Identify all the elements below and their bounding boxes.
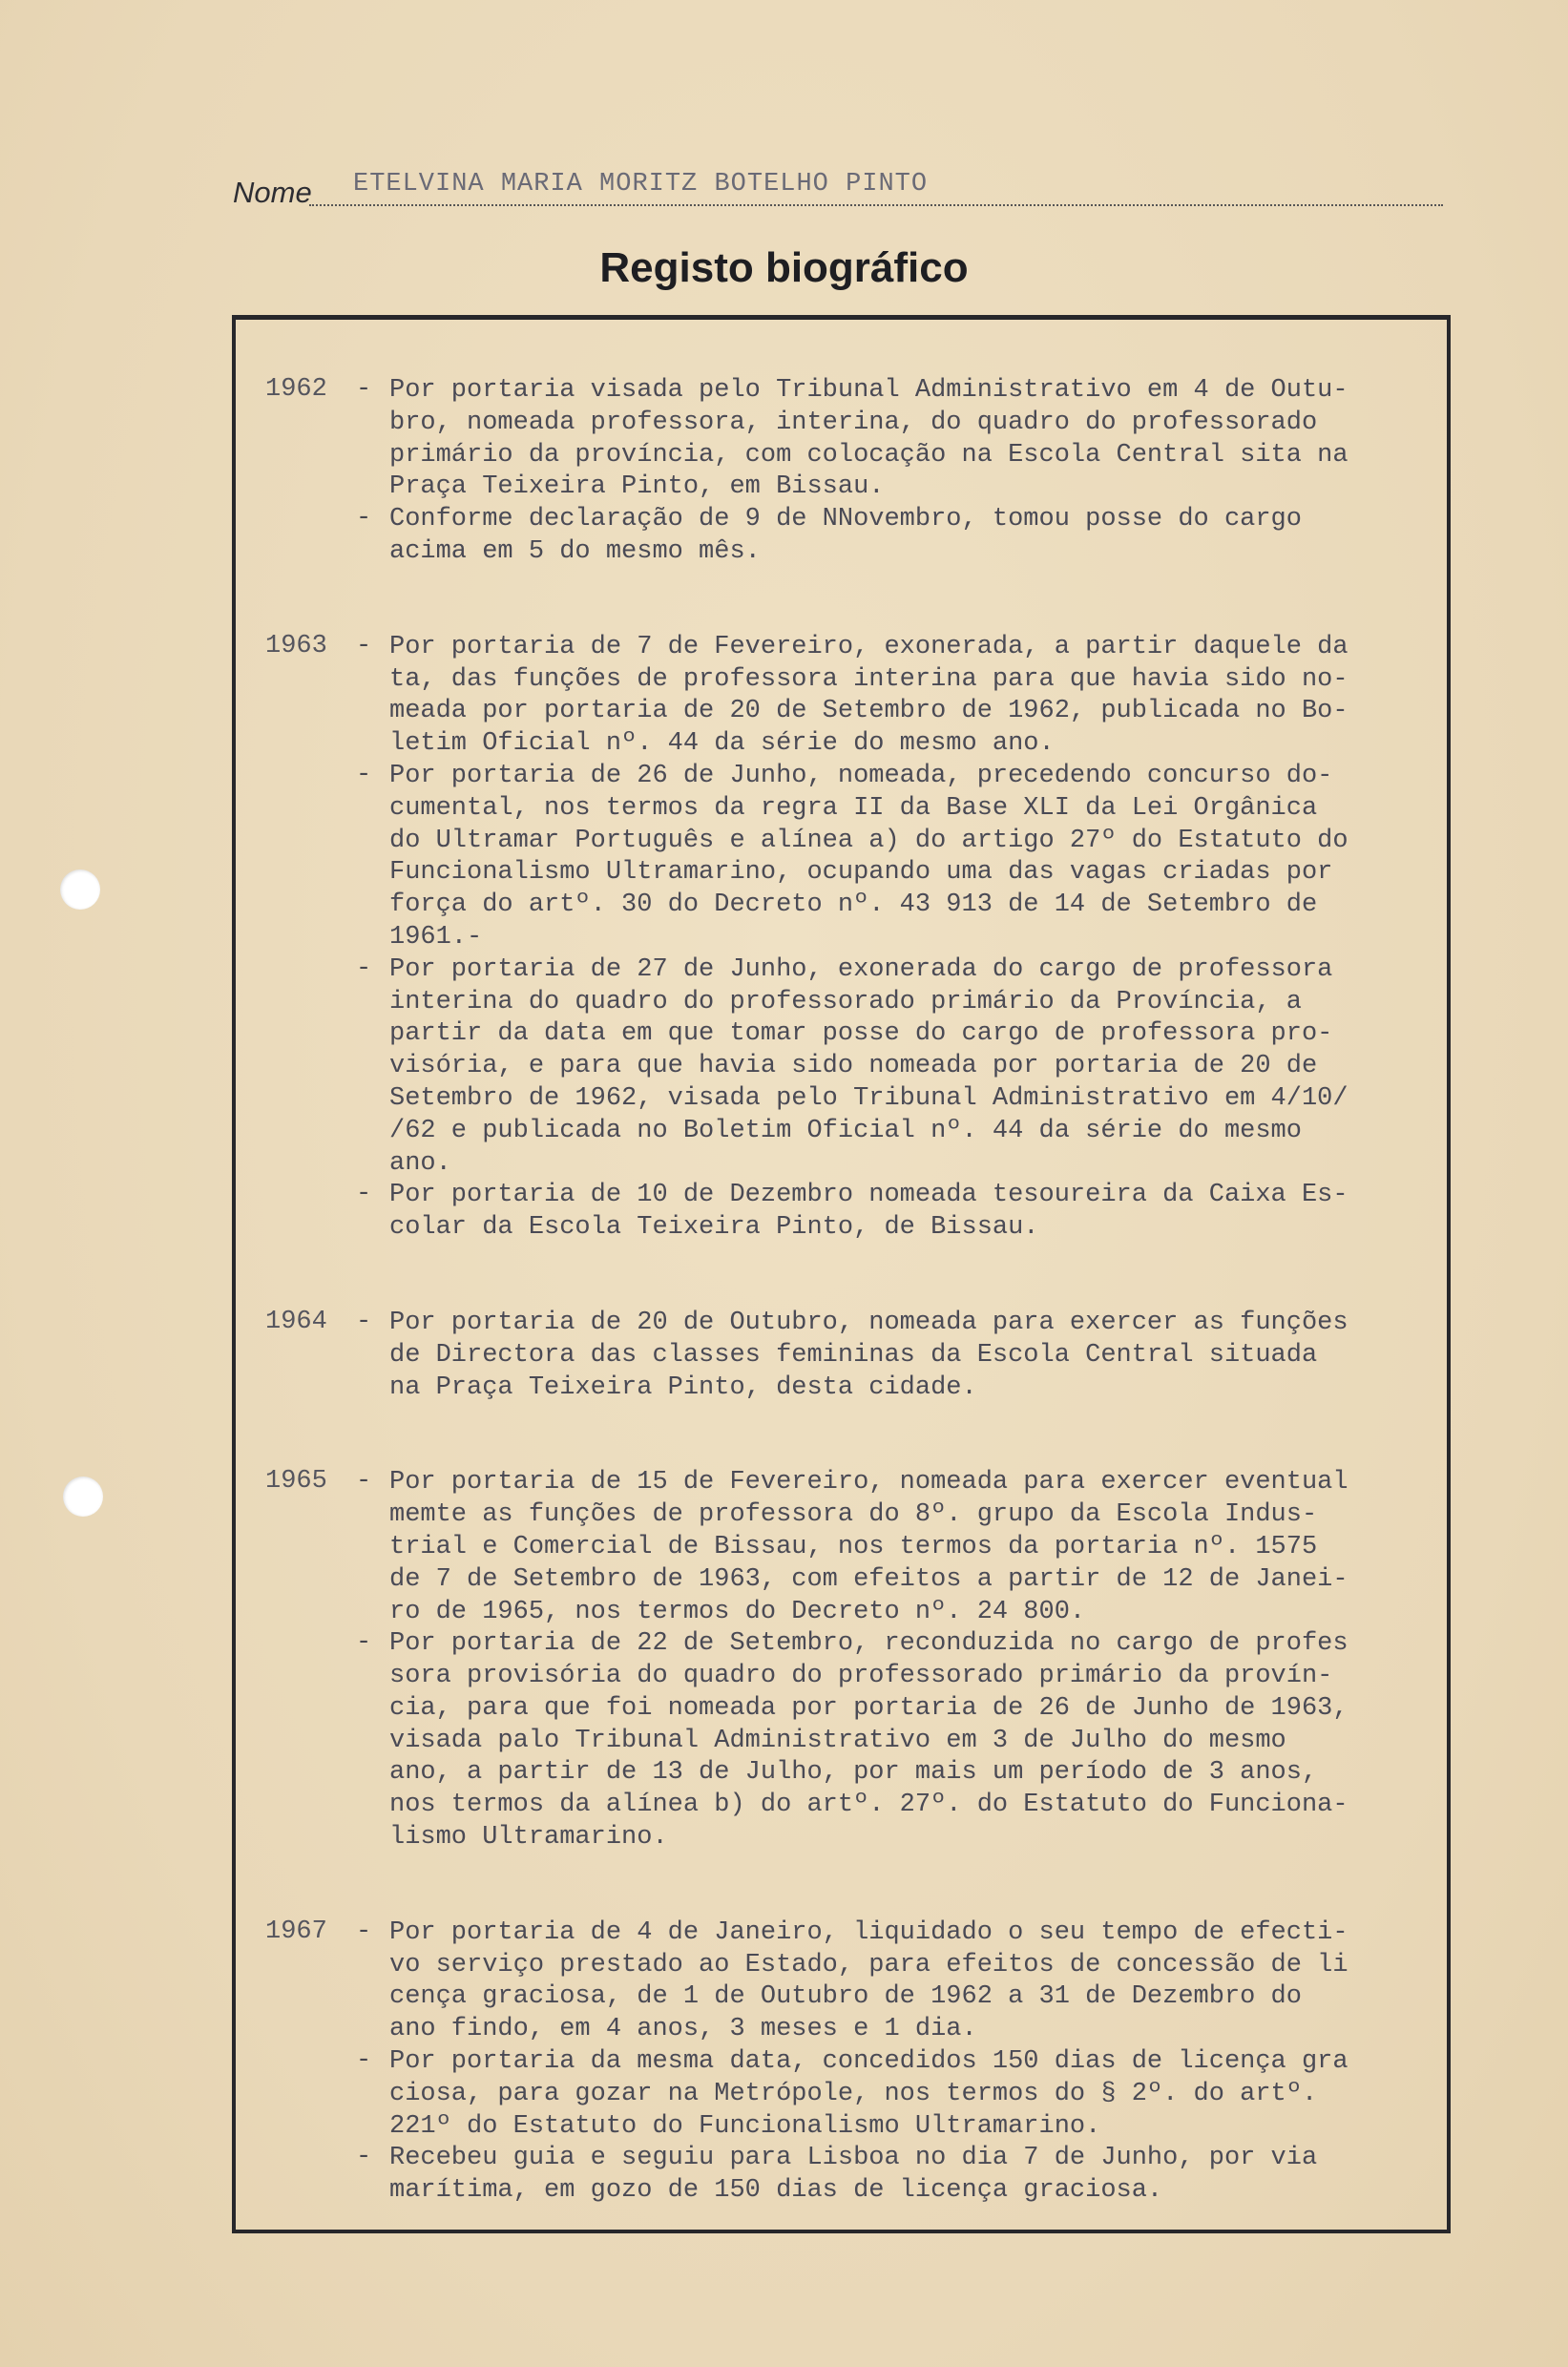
name-dotted-line <box>309 204 1443 206</box>
entry-year: 1963 <box>265 631 327 660</box>
item-text: Por portaria de 27 de Junho, exonerada do cargo de professora interina do quadro do professorado primário da Província, a partir da data em que tomar posse do cargo de professora pro- visória, e para que havia sido nomeada por portaria de 20 de Setembro de 1962, visada pelo Tribunal Administrativo em 4/10/ /62 e publicada no Boletim Oficial nº. 44 da série do mesmo ano. <box>389 954 1348 1178</box>
item-dash: - <box>356 631 372 660</box>
punch-hole-bottom <box>63 1477 103 1517</box>
item-dash: - <box>356 2046 372 2076</box>
item-text: Por portaria de 20 de Outubro, nomeada para exercer as funções de Directora das classes femininas da Escola Central situada na Praça Teixeira Pinto, desta cidade. <box>389 1308 1348 1402</box>
item-text: Por portaria da mesma data, concedidos 150 dias de licença gra ciosa, para gozar na Metrópole, nos termos do § 2º. do artº. 221º do Estatuto do Funcionalismo Ultramarino. <box>389 2047 1348 2141</box>
item-dash: - <box>356 1628 372 1658</box>
entry-item <box>265 375 1449 504</box>
item-text: Por portaria de 26 de Junho, nomeada, precedendo concurso do- cumental, nos termos da regra II da Base XLI da Lei Orgânica do Ultramar Português e alínea a) do artigo 27º do Estatuto do Funcionalismo Ultramarino, ocupando uma das vagas criadas por força do artº. 30 do Decreto nº. 43 913 de 14 de Setembro de 1961.- <box>389 761 1348 952</box>
record-entry <box>265 375 1449 569</box>
item-dash: - <box>356 1917 372 1946</box>
item-dash: - <box>356 2143 372 2172</box>
item-text: Conforme declaração de 9 de NNovembro, tomou posse do cargo acima em 5 do mesmo mês. <box>389 505 1302 566</box>
entry-item <box>265 2143 1449 2208</box>
entry-item <box>265 1467 1449 1628</box>
item-dash: - <box>356 504 372 534</box>
item-dash: - <box>356 1467 372 1497</box>
entry-item <box>265 1308 1449 1404</box>
item-text: Por portaria de 4 de Janeiro, liquidado o seu tempo de efecti- vo serviço prestado ao Estado, para efeitos de concessão de li cença graciosa, de 1 de Outubro de 1962 a 31 de Dezembro do ano findo, em 4 anos, 3 meses e 1 dia. <box>389 1917 1348 2044</box>
punch-hole-top <box>60 869 100 910</box>
record-entry <box>265 1917 1449 2208</box>
item-text: Recebeu guia e seguiu para Lisboa no dia 7 de Junho, por via marítima, em gozo de 150 dias de licença graciosa. <box>389 2144 1318 2206</box>
item-dash: - <box>356 760 372 789</box>
record-entry <box>265 632 1449 1245</box>
record-entry <box>265 1467 1449 1854</box>
item-text: Por portaria de 22 de Setembro, reconduzida no cargo de profes sora provisória do quadro do professorado primário da provín- cia, para que foi nomeada por portaria de 26 de Junho de 1963, visada palo Tribunal Administrativo em 3 de Julho do mesmo ano, a partir de 13 de Julho, por mais um período de 3 anos, nos termos da alínea b) do artº. 27º. do Estatuto do Funciona- lismo Ultramarino. <box>389 1629 1348 1853</box>
item-text: Por portaria de 10 de Dezembro nomeada tesoureira da Caixa Es- colar da Escola Teixeira Pinto, de Bissau. <box>389 1181 1348 1243</box>
entry-item <box>265 504 1449 569</box>
entry-item <box>265 1628 1449 1854</box>
name-field <box>233 170 1443 208</box>
item-text: Por portaria de 15 de Fevereiro, nomeada para exercer eventual memte as funções de professora do 8º. grupo da Escola Indus- trial e Comercial de Bissau, nos termos da portaria nº. 1575 de 7 de Setembro de 1963, com efeitos a partir de 12 de Janei- ro de 1965, nos termos do Decreto nº. 24 800. <box>389 1468 1348 1626</box>
page-title: Registo biográfico <box>599 244 969 291</box>
record-entries <box>265 375 1449 2271</box>
entry-year: 1964 <box>265 1307 327 1336</box>
entry-year: 1962 <box>265 375 327 404</box>
entry-item <box>265 1180 1449 1245</box>
entry-item <box>265 632 1449 761</box>
item-dash: - <box>356 1307 372 1336</box>
item-dash: - <box>356 1180 372 1209</box>
entry-item <box>265 2046 1449 2143</box>
name-value: ETELVINA MARIA MORITZ BOTELHO PINTO <box>353 170 929 199</box>
entry-year: 1965 <box>265 1467 327 1497</box>
entry-year: 1967 <box>265 1917 327 1946</box>
entry-item <box>265 954 1449 1181</box>
name-label: Nome <box>233 176 312 209</box>
item-dash: - <box>356 375 372 404</box>
entry-item <box>265 1917 1449 2046</box>
entry-item <box>265 761 1449 954</box>
item-text: Por portaria de 7 de Fevereiro, exonerada, a partir daquele da ta, das funções de professora interina para que havia sido no- meada por portaria de 20 de Setembro de 1962, publicada no Bo- letim Oficial nº. 44 da série do mesmo ano. <box>389 632 1348 759</box>
item-dash: - <box>356 953 372 983</box>
item-text: Por portaria visada pelo Tribunal Administrativo em 4 de Outu- bro, nomeada professora, interina, do quadro do professorado primário da província, com colocação na Escola Central sita na Praça Teixeira Pinto, em Bissau. <box>389 376 1348 502</box>
record-entry <box>265 1308 1449 1404</box>
